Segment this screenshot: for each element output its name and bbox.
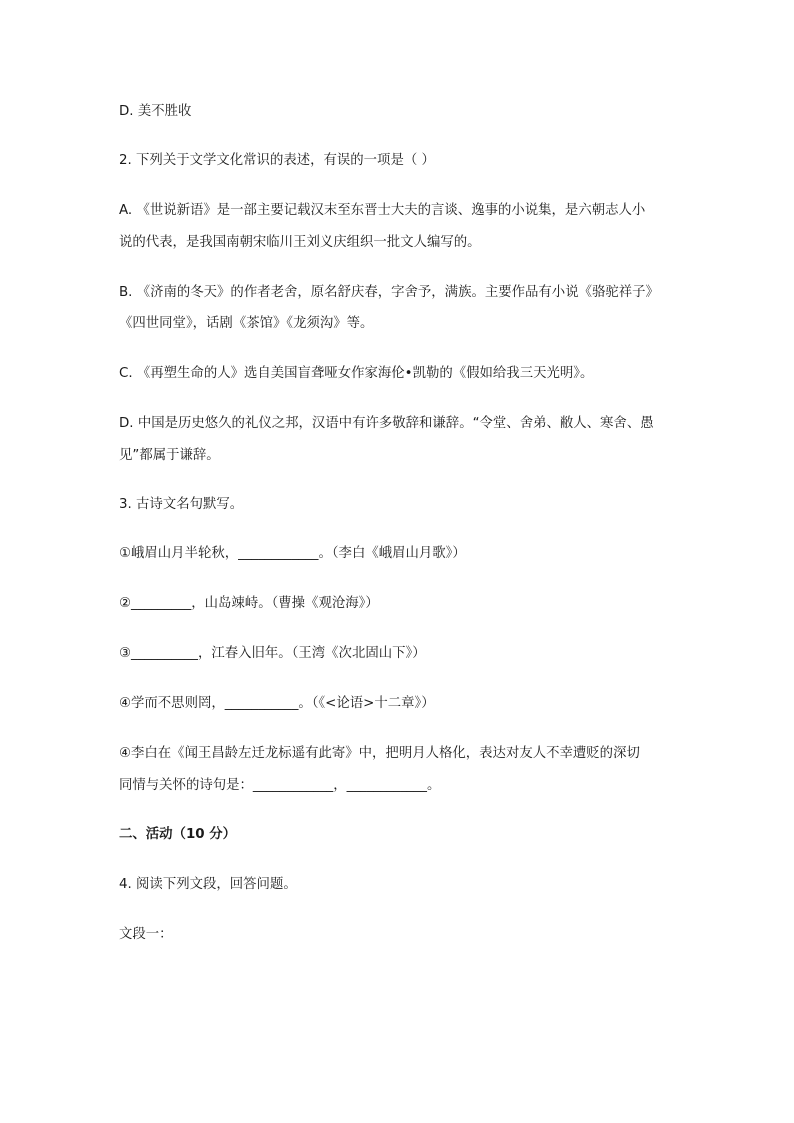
question-2-stem: 2. 下列关于文学文化常识的表述，有误的一项是（ ） [119,153,435,168]
passage-one-label: 文段一： [119,927,173,942]
poem-blank-3: ③__________，江春入旧年。（王湾《次北固山下》） [119,646,426,661]
question-3-stem: 3. 古诗文名句默写。 [119,497,244,512]
option-d-q1: D. 美不胜收 [119,104,192,119]
poem-blank-5-line-1: ④李白在《闻王昌龄左迁龙标遥有此寄》中，把明月人格化，表达对友人不幸遭贬的深切 [119,746,640,761]
option-d-line-2: 见”都属于谦辞。 [119,448,220,463]
option-b-line-1: B. 《济南的冬天》的作者老舍，原名舒庆春，字舍予，满族。主要作品有小说《骆驼祥子》 [119,285,659,300]
question-4-stem: 4. 阅读下列文段，回答问题。 [119,877,297,892]
section-heading-activity: 二、活动（10 分） [119,827,237,842]
option-a-line-1: A. 《世说新语》是一部主要记载汉末至东晋士大夫的言谈、逸事的小说集，是六朝志人小 [119,203,646,218]
poem-blank-2: ②_________，山岛竦峙。（曹操《观沧海》） [119,596,379,611]
option-d-line-1: D. 中国是历史悠久的礼仪之邦，汉语中有许多敬辞和谦辞。“令堂、舍弟、敝人、寒舍、愚 [119,416,654,431]
option-b-line-2: 《四世同堂》，话剧《茶馆》《龙须沟》等。 [119,316,374,331]
poem-blank-1: ①峨眉山月半轮秋，____________。（李白《峨眉山月歌》） [119,546,466,561]
option-c: C. 《再塑生命的人》选自美国盲聋哑女作家海伦•凯勒的《假如给我三天光明》。 [119,366,594,381]
poem-blank-5-line-2: 同情与关怀的诗句是：____________，____________。 [119,778,441,793]
poem-blank-4: ④学而不思则罔，___________。（《<论语>十二章》） [119,696,435,711]
option-a-line-2: 说的代表，是我国南朝宋临川王刘义庆组织一批文人编写的。 [119,235,481,250]
